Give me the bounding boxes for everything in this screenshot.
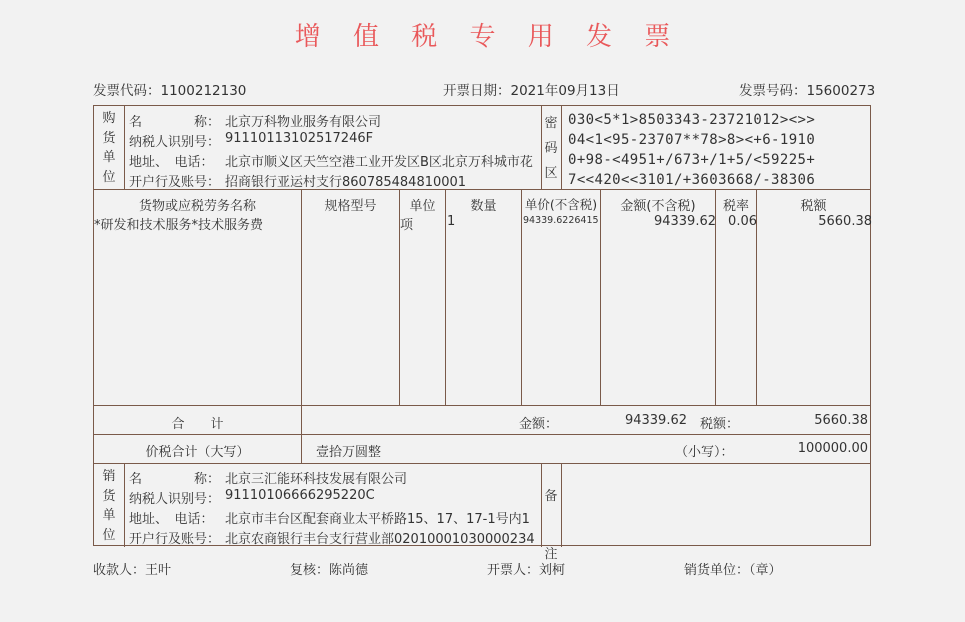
- total-tax: 5660.38: [814, 413, 868, 428]
- grand-total-label: 价税合计（大写）: [145, 445, 250, 460]
- side-char: 销: [102, 469, 116, 484]
- divider: [541, 463, 542, 547]
- col-header-tax: 税额: [800, 199, 827, 214]
- invoice-title: 增 值 税 专 用 发 票: [294, 22, 683, 52]
- divider: [445, 189, 446, 405]
- col-header-amount: 金额(不含税): [620, 199, 696, 214]
- divider: [94, 463, 870, 464]
- invoice-code-label: 发票代码：: [93, 83, 161, 99]
- seller-tax-id: 91110106666295220C: [225, 488, 375, 503]
- divider: [94, 405, 870, 406]
- reviewer-label: 复核：: [290, 563, 330, 578]
- buyer-side-label: [101, 109, 117, 187]
- divider: [561, 106, 562, 189]
- item-unit: 项: [400, 218, 414, 233]
- seller-name-label: 名 称：: [129, 472, 221, 487]
- divider: [124, 106, 125, 189]
- seller-side-label: [101, 467, 117, 545]
- invoice-date-label: 开票日期：: [443, 83, 511, 99]
- divider: [521, 189, 522, 405]
- item-amount: 94339.62: [653, 214, 716, 229]
- side-char: 密: [544, 116, 558, 131]
- side-char: 码: [544, 141, 558, 156]
- invoice-number-label: 发票号码：: [739, 83, 807, 99]
- grand-total-small-label: （小写）：: [675, 445, 734, 460]
- buyer-address: 北京市顺义区天竺空港工业开发区B区北京万科城市花: [225, 155, 533, 170]
- seller-tax-id-label: 纳税人识别号：: [129, 492, 221, 507]
- side-char: 单: [102, 508, 116, 523]
- seller-seal: 销货单位：（章）: [684, 563, 782, 578]
- total-tax-label: 税额：: [700, 417, 740, 432]
- divider: [94, 434, 870, 435]
- grand-total-words: 壹拾万圆整: [316, 445, 382, 460]
- col-header-qty: 数量: [470, 199, 497, 214]
- payee: [93, 559, 171, 578]
- divider: [124, 463, 125, 547]
- side-char: 货: [102, 130, 116, 146]
- side-char: 货: [102, 488, 116, 504]
- payee-label: 收款人：: [93, 563, 146, 578]
- reviewer-value: 陈尚德: [329, 563, 369, 578]
- buyer-name-label: 名 称：: [129, 115, 221, 130]
- cipher-line: 04<1<95-23707**78>8><+6-1910: [568, 132, 816, 148]
- buyer-bank-label: 开户行及账号：: [129, 175, 221, 190]
- side-char: 单: [102, 150, 116, 165]
- cipher-line: 7<<420<<3101/+3603668/-38306: [568, 172, 816, 188]
- invoice-code: [93, 79, 246, 99]
- divider: [301, 189, 302, 463]
- seller-bank-label: 开户行及账号：: [129, 532, 221, 547]
- invoice-table: [93, 105, 872, 562]
- buyer-tax-id-label: 纳税人识别号：: [129, 135, 221, 150]
- item-qty: 1: [447, 214, 456, 229]
- total-amount-label: 金额：: [519, 417, 559, 432]
- seller-bank: 北京农商银行丰台支行营业部02010001030000234: [225, 532, 535, 547]
- col-header-unit: 单位: [409, 199, 436, 214]
- buyer-bank: 招商银行亚运村支行860785484810001: [225, 175, 467, 190]
- col-header-name: 货物或应税劳务名称: [138, 199, 256, 214]
- side-char: 购: [102, 111, 116, 126]
- item-rate: 0.06: [728, 214, 757, 229]
- divider: [541, 106, 542, 189]
- reviewer: [290, 559, 368, 578]
- buyer-name: 北京万科物业服务有限公司: [225, 115, 382, 130]
- item-tax: 5660.38: [818, 214, 872, 229]
- cipher-line: 030<5*1>8503343-23721012><>>: [568, 112, 816, 128]
- issuer-value: 刘柯: [539, 563, 566, 578]
- item-price: 94339.6226415: [523, 215, 599, 226]
- side-char: 备: [544, 489, 558, 504]
- buyer-tax-id: 91110113102517246F: [225, 131, 374, 146]
- issuer-label: 开票人：: [487, 563, 540, 578]
- invoice-code-value: 1100212130: [160, 83, 247, 99]
- col-header-price: 单价(不含税): [524, 197, 598, 212]
- seller-address: 北京市丰台区配套商业太平桥路15、17、17-1号内1: [225, 512, 530, 527]
- total-amount: 94339.62: [624, 413, 687, 428]
- col-header-spec: 规格型号: [324, 199, 377, 214]
- col-header-rate: 税率: [722, 199, 749, 214]
- divider: [561, 463, 562, 547]
- invoice-date: [443, 79, 620, 99]
- invoice-number-value: 15600273: [806, 83, 876, 99]
- invoice-date-value: 2021年09月13日: [510, 83, 620, 99]
- side-char: 区: [544, 166, 558, 181]
- seller-address-label: 地址、 电话：: [129, 512, 214, 527]
- payee-value: 王叶: [145, 563, 172, 578]
- invoice-number: [739, 79, 875, 99]
- side-char: 注: [544, 547, 558, 562]
- issuer: [487, 559, 565, 578]
- cipher-side-label: [543, 111, 559, 186]
- cipher-line: 0+98-<4951+/673+/1+5/<59225+: [568, 152, 816, 168]
- buyer-address-label: 地址、 电话：: [129, 155, 214, 170]
- item-name: *研发和技术服务*技术服务费: [94, 218, 264, 233]
- total-label: 合 计: [171, 417, 224, 432]
- side-char: 位: [102, 169, 116, 185]
- side-char: 位: [102, 527, 116, 543]
- grand-total-small: 100000.00: [797, 441, 868, 456]
- seller-name: 北京三汇能环科技发展有限公司: [225, 472, 408, 487]
